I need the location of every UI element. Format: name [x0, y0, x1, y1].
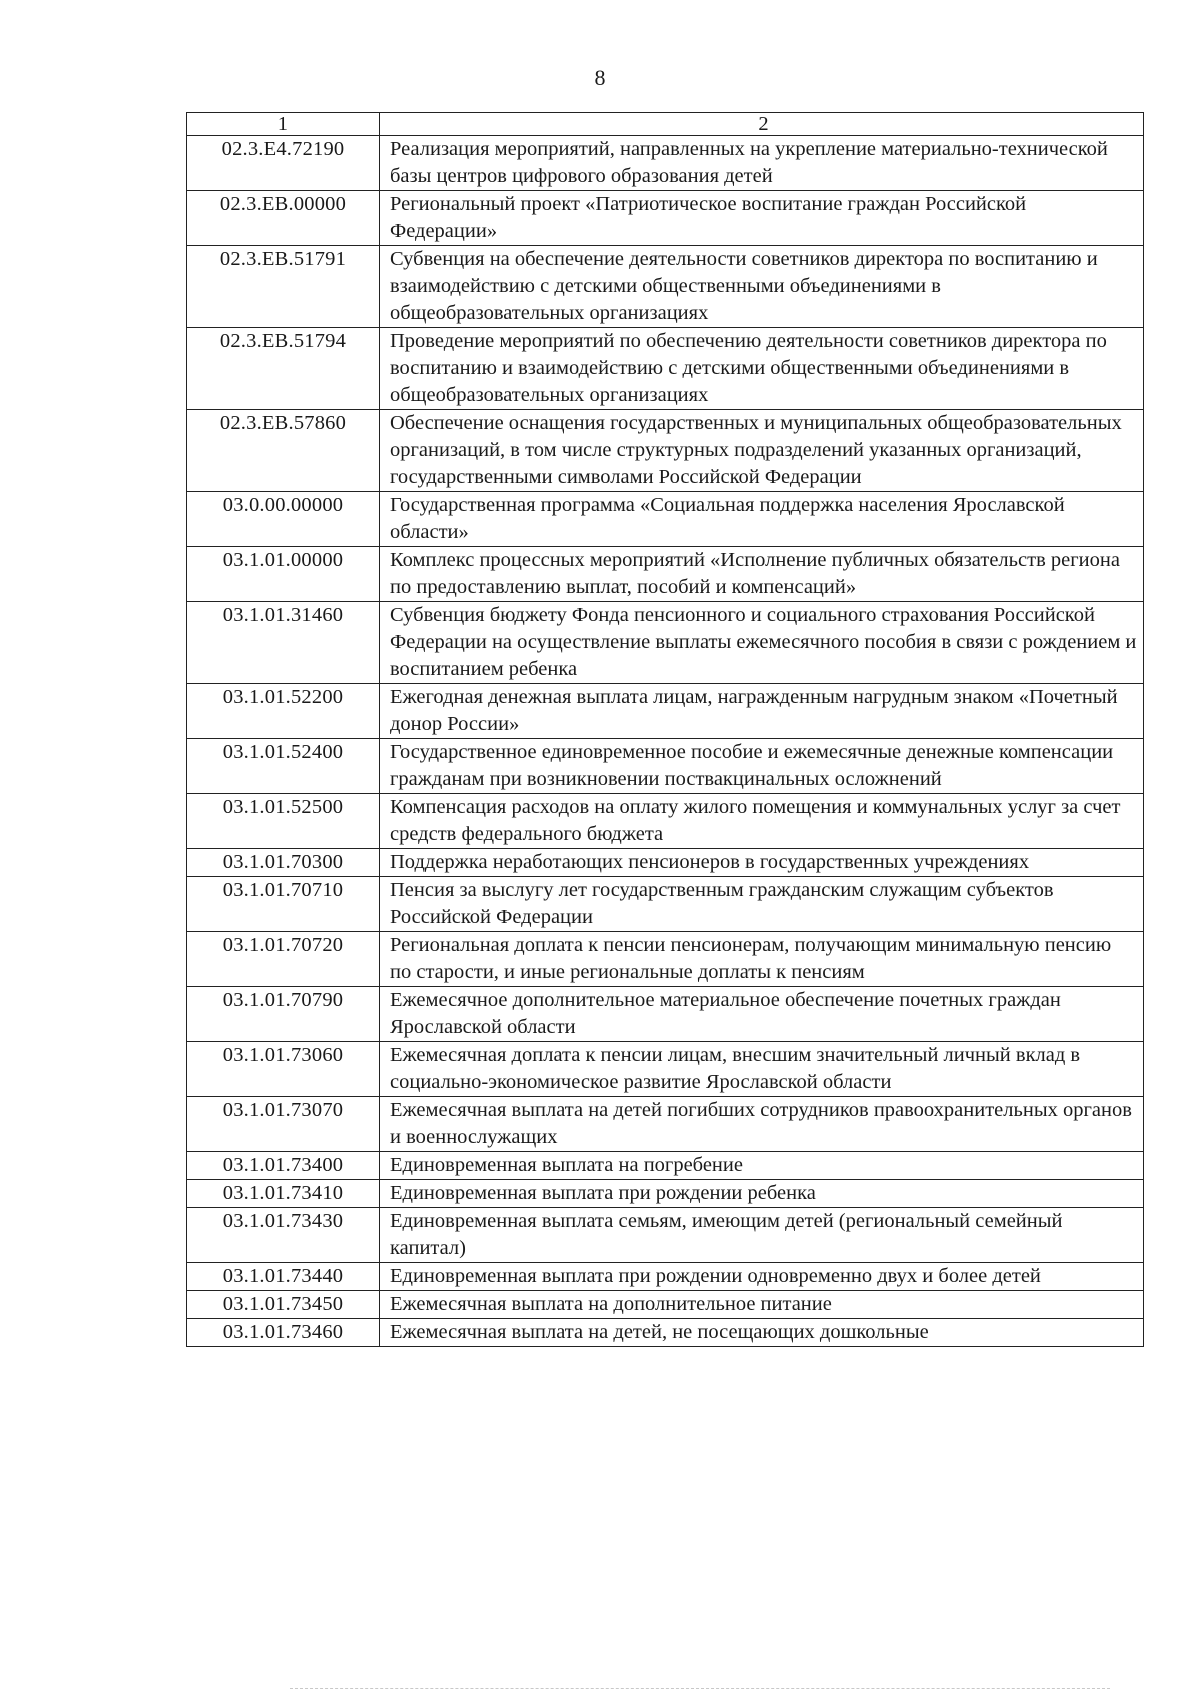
- budget-code-table: [186, 112, 1144, 1347]
- row-code-cell: 03.1.01.70790: [187, 987, 380, 1042]
- table-row: [187, 1208, 1144, 1263]
- row-name-cell: Ежемесячная выплата на детей погибших сотрудников правоохранительных органов и военнослужащих: [380, 1097, 1144, 1152]
- table-row: [187, 1263, 1144, 1291]
- table-row: [187, 328, 1144, 410]
- row-code-cell: 03.1.01.73060: [187, 1042, 380, 1097]
- row-name-cell: Единовременная выплата при рождении ребенка: [380, 1180, 1144, 1208]
- row-name-cell: Единовременная выплата семьям, имеющим детей (региональный семейный капитал): [380, 1208, 1144, 1263]
- row-code-cell: 03.1.01.70720: [187, 932, 380, 987]
- row-name-cell: Поддержка неработающих пенсионеров в государственных учреждениях: [380, 849, 1144, 877]
- row-name-cell: Государственное единовременное пособие и ежемесячные денежные компенсации гражданам при возникновении поствакцинальных осложнений: [380, 739, 1144, 794]
- row-name-cell: Единовременная выплата при рождении одновременно двух и более детей: [380, 1263, 1144, 1291]
- table-row: [187, 1042, 1144, 1097]
- table-row: [187, 1097, 1144, 1152]
- table-row: [187, 877, 1144, 932]
- row-name-cell: Государственная программа «Социальная поддержка населения Ярославской области»: [380, 492, 1144, 547]
- row-name-cell: Реализация мероприятий, направленных на укрепление материально-технической базы центров цифрового образования детей: [380, 136, 1144, 191]
- table-row: [187, 547, 1144, 602]
- scan-edge-line: [290, 1688, 1110, 1690]
- row-name-cell: Обеспечение оснащения государственных и муниципальных общеобразовательных организаций, в том числе структурных подразделений указанных организаций, государственными символами Российской Федерации: [380, 410, 1144, 492]
- header-column-2: 2: [380, 113, 1144, 136]
- table-row: [187, 1319, 1144, 1347]
- row-code-cell: 02.3.EВ.00000: [187, 191, 380, 246]
- table-row: [187, 684, 1144, 739]
- row-code-cell: 03.0.00.00000: [187, 492, 380, 547]
- table-row: [187, 1152, 1144, 1180]
- header-column-1: 1: [187, 113, 380, 136]
- row-name-cell: Ежегодная денежная выплата лицам, награжденным нагрудным знаком «Почетный донор России»: [380, 684, 1144, 739]
- row-name-cell: Проведение мероприятий по обеспечению деятельности советников директора по воспитанию и взаимодействию с детскими общественными объединениями в общеобразовательных организациях: [380, 328, 1144, 410]
- table-row: [187, 849, 1144, 877]
- row-code-cell: 03.1.01.73070: [187, 1097, 380, 1152]
- page-number: 8: [594, 65, 606, 90]
- row-name-cell: Компенсация расходов на оплату жилого помещения и коммунальных услуг за счет средств федерального бюджета: [380, 794, 1144, 849]
- table-row: [187, 1291, 1144, 1319]
- row-code-cell: 03.1.01.31460: [187, 602, 380, 684]
- table-row: [187, 136, 1144, 191]
- row-code-cell: 03.1.01.73410: [187, 1180, 380, 1208]
- row-code-cell: 03.1.01.70710: [187, 877, 380, 932]
- row-code-cell: 03.1.01.73400: [187, 1152, 380, 1180]
- row-code-cell: 02.3.EВ.51791: [187, 246, 380, 328]
- row-name-cell: Региональный проект «Патриотическое воспитание граждан Российской Федерации»: [380, 191, 1144, 246]
- row-name-cell: Субвенция на обеспечение деятельности советников директора по воспитанию и взаимодействию с детскими общественными объединениями в общеобразовательных организациях: [380, 246, 1144, 328]
- table-body: [187, 136, 1144, 1347]
- row-code-cell: 02.3.EВ.57860: [187, 410, 380, 492]
- row-code-cell: 03.1.01.00000: [187, 547, 380, 602]
- table-row: [187, 932, 1144, 987]
- row-name-cell: Ежемесячная выплата на дополнительное питание: [380, 1291, 1144, 1319]
- row-code-cell: 02.3.EВ.51794: [187, 328, 380, 410]
- row-name-cell: Региональная доплата к пенсии пенсионерам, получающим минимальную пенсию по старости, и иные региональные доплаты к пенсиям: [380, 932, 1144, 987]
- row-name-cell: Ежемесячная доплата к пенсии лицам, внесшим значительный личный вклад в социально-экономическое развитие Ярославской области: [380, 1042, 1144, 1097]
- row-name-cell: Пенсия за выслугу лет государственным гражданским служащим субъектов Российской Федерации: [380, 877, 1144, 932]
- table-row: [187, 602, 1144, 684]
- row-name-cell: Единовременная выплата на погребение: [380, 1152, 1144, 1180]
- row-code-cell: 03.1.01.52200: [187, 684, 380, 739]
- row-code-cell: 03.1.01.73440: [187, 1263, 380, 1291]
- table-row: [187, 794, 1144, 849]
- row-code-cell: 03.1.01.73450: [187, 1291, 380, 1319]
- table-row: [187, 191, 1144, 246]
- table-row: [187, 987, 1144, 1042]
- table-row: [187, 410, 1144, 492]
- table-row: [187, 492, 1144, 547]
- row-name-cell: Ежемесячное дополнительное материальное обеспечение почетных граждан Ярославской области: [380, 987, 1144, 1042]
- table-row: [187, 246, 1144, 328]
- row-code-cell: 03.1.01.73460: [187, 1319, 380, 1347]
- row-name-cell: Ежемесячная выплата на детей, не посещающих дошкольные: [380, 1319, 1144, 1347]
- row-name-cell: Комплекс процессных мероприятий «Исполнение публичных обязательств региона по предоставлению выплат, пособий и компенсаций»: [380, 547, 1144, 602]
- row-code-cell: 03.1.01.52500: [187, 794, 380, 849]
- table-header-row: [187, 113, 1144, 136]
- row-code-cell: 03.1.01.73430: [187, 1208, 380, 1263]
- row-code-cell: 03.1.01.70300: [187, 849, 380, 877]
- table-row: [187, 1180, 1144, 1208]
- table-row: [187, 739, 1144, 794]
- row-name-cell: Субвенция бюджету Фонда пенсионного и социального страхования Российской Федерации на осуществление выплаты ежемесячного пособия в связи с рождением и воспитанием ребенка: [380, 602, 1144, 684]
- row-code-cell: 03.1.01.52400: [187, 739, 380, 794]
- row-code-cell: 02.3.E4.72190: [187, 136, 380, 191]
